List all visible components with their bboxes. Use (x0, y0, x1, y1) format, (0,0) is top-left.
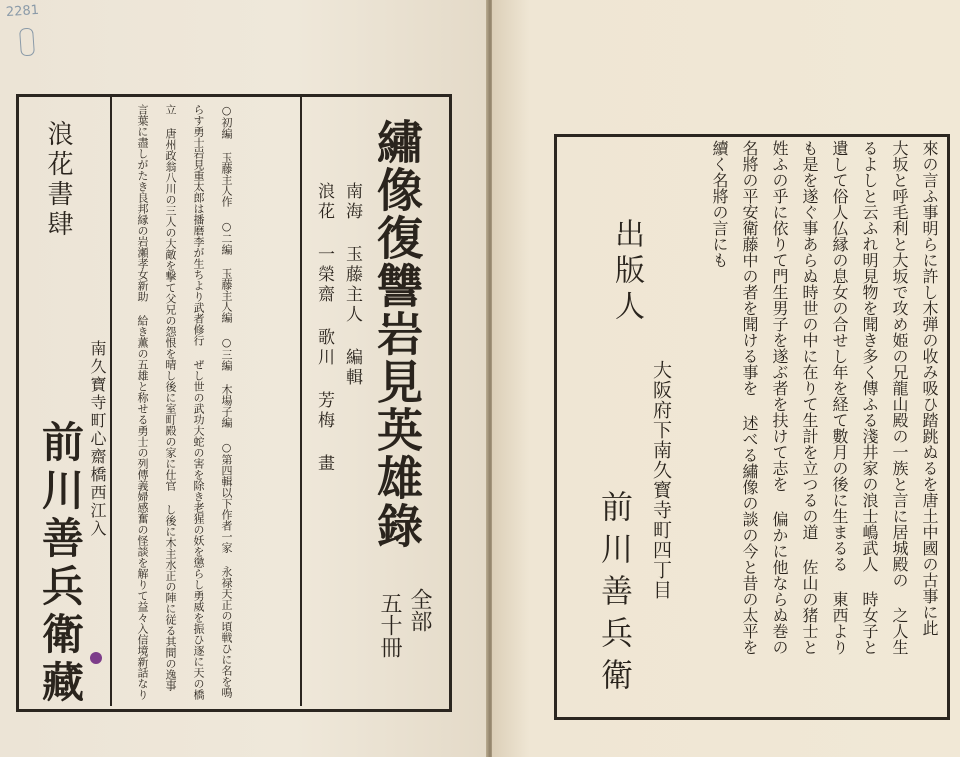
description-column: ○初編 玉藤主人作 ○二編 玉藤主人編 ○三編 木場子編 ○第四輯以下作者一家 (220, 104, 233, 553)
publisher-name: 前川善兵衛藏 (36, 420, 85, 708)
ad-column: 大坂と呼毛利と大坂で攻め姫の兄龍山殿の一族と言に居城殿の (890, 140, 909, 588)
publisher-address-colophon: 大阪府下南久寳寺町四丁目 (650, 360, 672, 600)
description-column: ぜし世の武功大蛇の害を除き老猩の妖を懲らし勇威を振ひ逐に天の橋立 (164, 104, 205, 700)
description-column: 永禄天正の頃戦ひに名を鳴らす勇士岩見重太郎は播磨李が生ちより武者修行 (192, 104, 233, 698)
ad-column: 之人生るよしと云ふれ明見物を聞き多く傳ふる淺井家の浪士嶋武人 (860, 140, 909, 655)
volume-count: 五十冊 (377, 592, 402, 658)
publisher-house: 浪花書肆 (43, 120, 73, 240)
description-column: 給き薫の五雄と称せる勇士の列傳義婦感奮の怪談を解りて益々入信境新話なり (136, 315, 149, 700)
publisher-name-colophon: 前川善兵衛 (596, 490, 634, 700)
description-column: 唐州政翁八川の三人の大敵を撃て父兄の怨恨を晴し後に室町殿の家に仕官 (164, 128, 177, 491)
right-page (492, 0, 960, 757)
advertisement-text (704, 140, 944, 660)
ad-column: 述べる繡像の談の今と昔の太平を續く名將の言にも (710, 140, 759, 655)
column-divider (300, 97, 302, 706)
illustrator-credit: 浪花 一榮齋 歌川 芳梅 畫 (314, 182, 334, 474)
publisher-address: 南久寶寺町心齋橋西江入 (88, 340, 107, 538)
book-title: 繡像復讐岩見英雄錄 (370, 118, 424, 550)
ad-column: 來の言ふ事明らに許し木弾の收み吸ひ踏跳ぬるを唐土中國の古事に此 (920, 140, 939, 636)
column-divider (110, 97, 112, 706)
author-credit: 南海 玉藤主人 編輯 (342, 182, 362, 388)
ad-column: 佐山の猪士と姓ふの乎に依りて門生男子を遂ぶ者を扶けて志を (770, 140, 819, 655)
ad-column: 時女子と遺して俗人仏縁の息女の合せし年を経て數月の後に生まるる (830, 140, 879, 655)
pencil-mark (19, 28, 35, 57)
ad-column: 東西よりも是を遂ぐ事あらぬ時世の中に在りて生計を立つるの道 (800, 140, 849, 655)
volume-label: 全部 (407, 588, 432, 632)
description-text (128, 104, 240, 700)
ownership-stamp (90, 652, 102, 664)
colophon-label: 出版人 (609, 218, 644, 326)
description-column: し後に木主水正の陣に従る其間の逸事言葉に盡しがたき良邦縁の岩瀬孝女新助 (136, 104, 177, 691)
ad-column: 偏かに他ならぬ巻の名將の平安衛藤中の者を聞ける事を (740, 140, 789, 655)
pencil-note: 2281 (5, 2, 40, 21)
